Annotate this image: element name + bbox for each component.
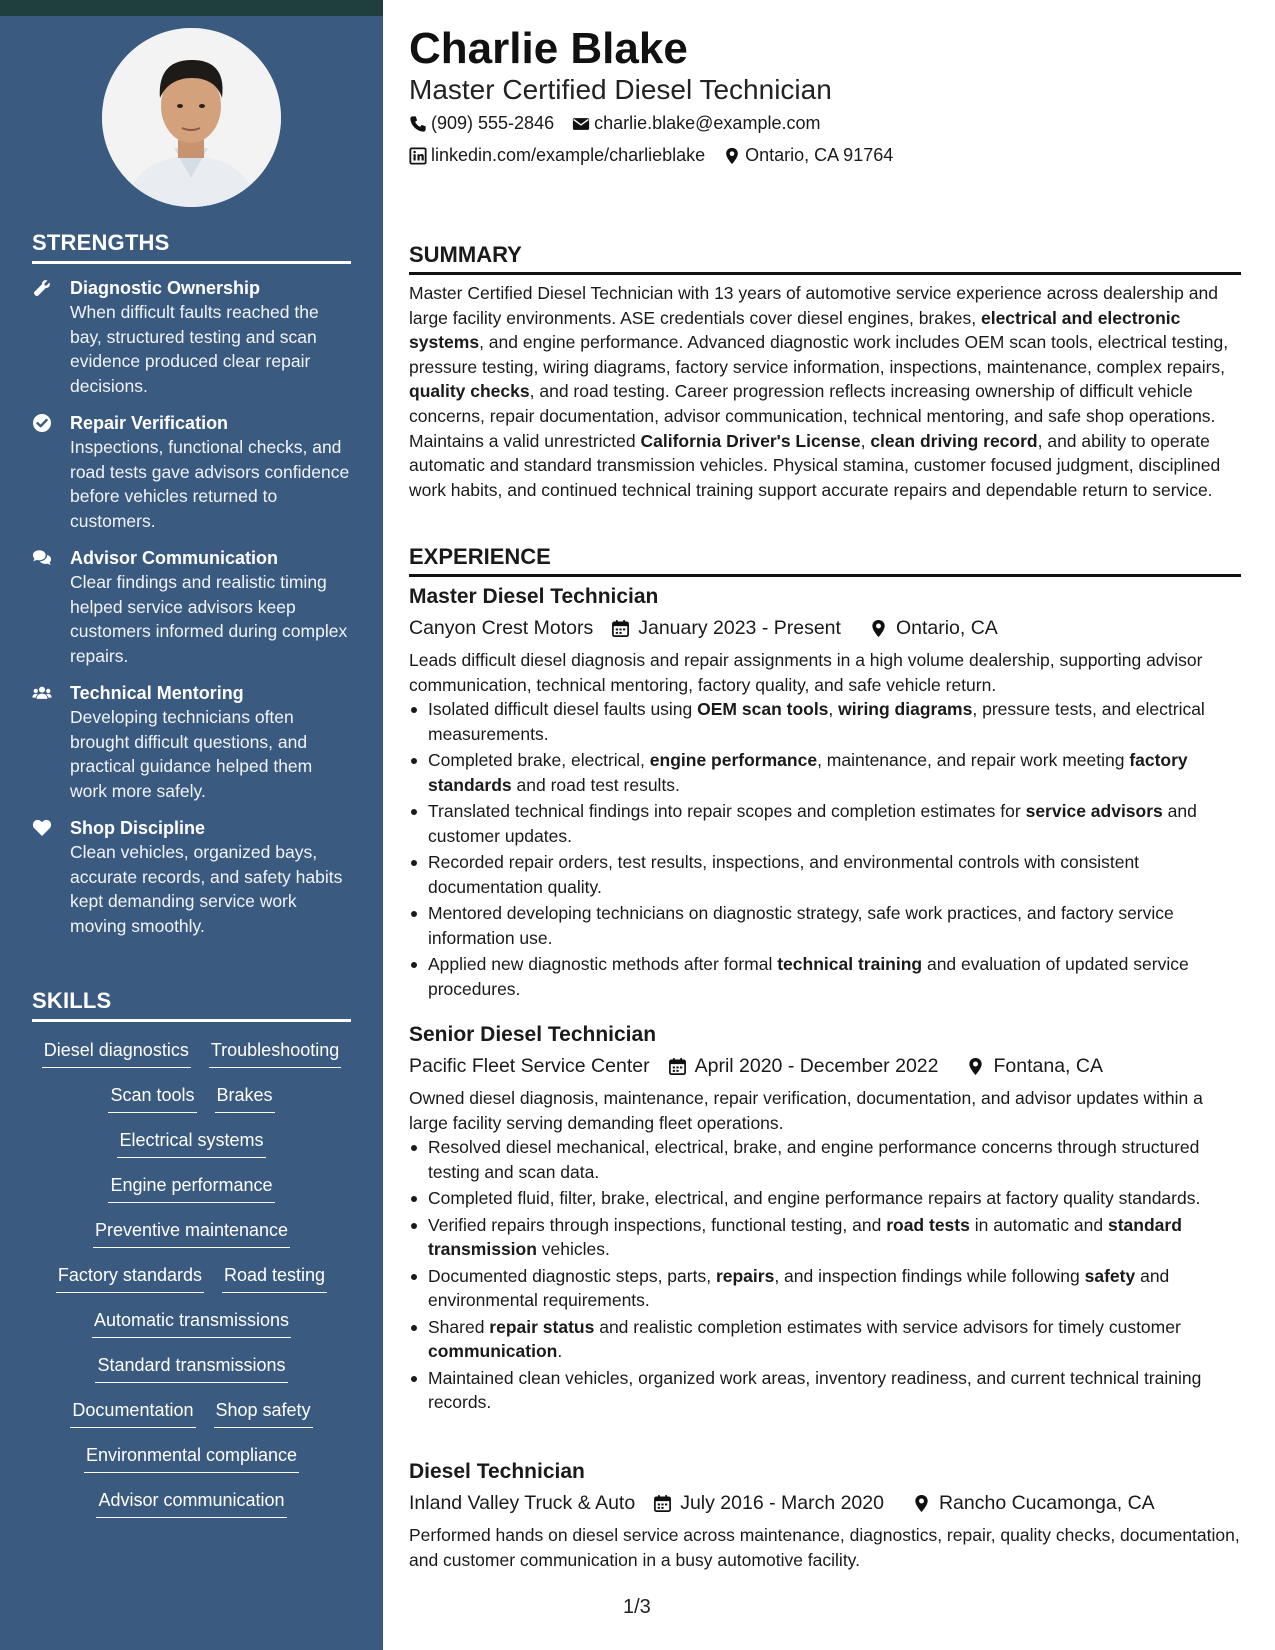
experience-entry xyxy=(409,1458,1241,1572)
text-segment: . xyxy=(557,1341,563,1361)
sidebar xyxy=(0,0,383,1650)
check-circle-icon xyxy=(32,411,70,533)
strength-text: Developing technicians often brought difficult questions, and practical guidance helped them work more safely. xyxy=(70,707,313,801)
phone-contact[interactable] xyxy=(409,113,554,134)
skills-section xyxy=(32,988,351,1533)
map-pin-icon xyxy=(898,1494,939,1513)
contact-row-2 xyxy=(409,145,893,166)
page-number: 1/3 xyxy=(623,1596,651,1618)
skill-tag: Preventive maintenance xyxy=(93,1218,290,1248)
strength-text: Clean vehicles, organized bays, accurate records, and safety habits kept demanding service work moving smoothly. xyxy=(70,842,343,936)
skill-tag: Factory standards xyxy=(56,1263,204,1293)
map-pin-icon xyxy=(855,619,896,638)
text-segment: , and ability to operate automatic and standard transmission vehicles. Physical stamina, customer focused judgment, disciplined work habits, and continued technical training support accurate repairs and dependable return to service. xyxy=(409,430,1221,500)
job-bullet xyxy=(409,901,1241,950)
skill-tag: Shop safety xyxy=(214,1398,313,1428)
job-role: Master Diesel Technician xyxy=(409,585,659,608)
skill-tag: Automatic transmissions xyxy=(92,1308,291,1338)
skill-tag: Advisor communication xyxy=(96,1488,286,1518)
text-segment: Shared xyxy=(428,1316,490,1337)
email-text: charlie.blake@example.com xyxy=(594,113,821,133)
job-bullet xyxy=(409,952,1241,1001)
users-icon xyxy=(32,681,70,803)
text-segment: and evaluation of updated service procedures. xyxy=(428,954,1189,999)
strength-title: Repair Verification xyxy=(70,413,229,433)
job-bullet xyxy=(409,1315,1241,1364)
company-name: Pacific Fleet Service Center xyxy=(409,1055,650,1077)
job-location: Rancho Cucamonga, CA xyxy=(938,1492,1155,1514)
text-segment: Recorded repair orders, test results, inspections, and environmental controls with consistent documentation quality. xyxy=(428,852,1140,897)
skill-row xyxy=(32,1218,351,1263)
job-bullet xyxy=(409,1264,1241,1313)
emphasis-text: wiring diagrams xyxy=(838,699,973,719)
text-segment: Master Certified Diesel Technician with 13 years of automotive service experience across dealership and large facility environments. ASE credentials cover diesel engines, brakes, xyxy=(409,283,1218,328)
text-segment: and road test results. xyxy=(511,774,680,795)
envelope-icon xyxy=(572,115,590,133)
map-pin-icon xyxy=(723,147,741,165)
calendar-icon xyxy=(650,1057,695,1076)
skill-row xyxy=(32,1398,351,1443)
text-segment: Mentored developing technicians on diagnostic strategy, safe work practices, and factory service information use. xyxy=(428,903,1174,948)
text-segment: and environmental requirements. xyxy=(428,1265,1170,1310)
job-bullet xyxy=(409,1135,1241,1184)
text-segment: in automatic and xyxy=(969,1214,1108,1235)
skill-row xyxy=(32,1128,351,1173)
skill-tag: Standard transmissions xyxy=(95,1353,287,1383)
job-bullet xyxy=(409,1366,1241,1415)
text-segment: , xyxy=(860,430,871,451)
job-role: Diesel Technician xyxy=(409,1460,585,1483)
emphasis-text: communication xyxy=(428,1341,558,1361)
job-dates: April 2020 - December 2022 xyxy=(694,1055,939,1077)
company-name: Inland Valley Truck & Auto xyxy=(409,1492,636,1514)
skill-tag: Electrical systems xyxy=(117,1128,265,1158)
strength-title: Advisor Communication xyxy=(70,548,279,568)
strengths-section xyxy=(32,230,351,951)
job-description: Leads difficult diesel diagnosis and repair assignments in a high volume dealership, supporting advisor communication, technical mentoring, factory quality, and safe vehicle return. xyxy=(409,650,1203,695)
skill-tag: Road testing xyxy=(222,1263,327,1293)
emphasis-text: OEM scan tools xyxy=(697,699,829,719)
strength-title: Technical Mentoring xyxy=(70,683,244,703)
summary-heading: SUMMARY xyxy=(409,242,1241,275)
wrench-icon xyxy=(32,276,70,398)
skill-row xyxy=(32,1308,351,1353)
strength-title: Shop Discipline xyxy=(70,818,206,838)
skill-row xyxy=(32,1083,351,1128)
skill-tag: Documentation xyxy=(70,1398,195,1428)
strength-text: When difficult faults reached the bay, structured testing and scan evidence produced clear repair decisions. xyxy=(70,302,319,396)
phone-icon xyxy=(409,115,427,133)
skill-row xyxy=(32,1488,351,1533)
skill-row xyxy=(32,1443,351,1488)
text-segment: and realistic completion estimates with service advisors for timely customer xyxy=(594,1316,1181,1337)
experience-entry xyxy=(409,1021,1241,1417)
emphasis-text: repair status xyxy=(489,1316,595,1337)
text-segment: Resolved diesel mechanical, electrical, brake, and engine performance concerns through structured testing and scan data. xyxy=(428,1137,1200,1182)
summary-text xyxy=(409,281,1241,502)
strengths-heading: STRENGTHS xyxy=(32,230,351,264)
calendar-icon xyxy=(593,619,638,638)
text-segment: Documented diagnostic steps, parts, xyxy=(428,1265,716,1286)
skill-row xyxy=(32,1173,351,1218)
linkedin-contact[interactable] xyxy=(409,145,705,166)
strength-item xyxy=(32,276,351,398)
job-bullet xyxy=(409,697,1241,746)
skill-tag: Scan tools xyxy=(108,1083,196,1113)
text-segment: Completed brake, electrical, xyxy=(428,750,650,770)
emphasis-text: safety xyxy=(1084,1265,1136,1286)
text-segment: and customer updates. xyxy=(428,801,1197,846)
text-segment: Translated technical findings into repair scopes and completion estimates for xyxy=(428,801,1026,821)
location-contact xyxy=(723,145,893,166)
skill-row xyxy=(32,1353,351,1398)
calendar-icon xyxy=(635,1494,680,1513)
job-bullet xyxy=(409,1186,1241,1211)
strength-item xyxy=(32,546,351,668)
emphasis-text: repairs xyxy=(715,1265,775,1286)
chat-bubbles-icon xyxy=(32,546,70,668)
job-bullet xyxy=(409,850,1241,899)
skills-list xyxy=(32,1034,351,1533)
text-segment: Applied new diagnostic methods after formal xyxy=(428,954,778,974)
text-segment: , maintenance, and repair work meeting xyxy=(817,750,1130,770)
emphasis-text: standard transmission xyxy=(428,1214,1182,1259)
emphasis-text: clean driving record xyxy=(870,430,1038,451)
candidate-name: Charlie Blake xyxy=(409,24,688,73)
skill-tag: Diesel diagnostics xyxy=(42,1038,191,1068)
strength-title: Diagnostic Ownership xyxy=(70,278,261,298)
text-segment: Isolated difficult diesel faults using xyxy=(428,699,698,719)
job-bullet-list xyxy=(409,1135,1241,1415)
job-bullet xyxy=(409,799,1241,848)
job-role: Senior Diesel Technician xyxy=(409,1023,657,1046)
linkedin-text: linkedin.com/example/charlieblake xyxy=(431,145,706,165)
sidebar-top-bar xyxy=(0,0,383,16)
strength-text: Inspections, functional checks, and road tests gave advisors confidence before vehicles returned to customers. xyxy=(70,437,350,531)
job-description: Performed hands on diesel service across maintenance, diagnostics, repair, quality checks, documentation, and customer communication in a busy automotive facility. xyxy=(409,1525,1240,1570)
strength-item xyxy=(32,681,351,803)
job-dates: January 2023 - Present xyxy=(638,617,841,639)
emphasis-text: California Driver's License xyxy=(640,430,861,451)
emphasis-text: service advisors xyxy=(1025,801,1163,821)
emphasis-text: quality checks xyxy=(409,381,530,402)
skill-tag: Engine performance xyxy=(108,1173,274,1203)
job-location: Fontana, CA xyxy=(993,1055,1103,1077)
skill-tag: Troubleshooting xyxy=(209,1038,341,1068)
skill-tag: Environmental compliance xyxy=(84,1443,299,1473)
text-segment: , and inspection findings while following xyxy=(774,1265,1085,1286)
map-pin-icon xyxy=(952,1057,993,1076)
text-segment: , xyxy=(828,699,839,719)
company-name: Canyon Crest Motors xyxy=(409,617,594,639)
contact-row xyxy=(409,113,820,134)
skill-row xyxy=(32,1038,351,1083)
skills-heading: SKILLS xyxy=(32,988,351,1022)
job-bullet xyxy=(409,1213,1241,1262)
job-meta xyxy=(409,613,1241,643)
job-bullet xyxy=(409,748,1241,797)
text-segment: , and engine performance. Advanced diagnostic work includes OEM scan tools, electrical testing, pressure testing, wiring diagrams, factory service information, inspections, maintenance, complex repairs, xyxy=(409,332,1229,377)
job-description: Owned diesel diagnosis, maintenance, repair verification, documentation, and advisor updates within a large facility serving demanding fleet operations. xyxy=(409,1088,1203,1133)
strength-text: Clear findings and realistic timing helped service advisors keep customers informed during complex repairs. xyxy=(70,572,348,666)
text-segment: , pressure tests, and electrical measurements. xyxy=(428,699,1205,744)
text-segment: Completed fluid, filter, brake, electrical, and engine performance repairs at factory quality standards. xyxy=(428,1188,1201,1208)
job-bullet-list xyxy=(409,697,1241,1001)
text-segment: vehicles. xyxy=(536,1239,610,1259)
candidate-title: Master Certified Diesel Technician xyxy=(409,74,832,105)
experience-heading: EXPERIENCE xyxy=(409,544,1241,577)
job-location: Ontario, CA xyxy=(895,617,998,639)
skill-tag: Brakes xyxy=(215,1083,275,1113)
strength-item xyxy=(32,816,351,938)
text-segment: , and road testing. Career progression reflects increasing ownership of difficult vehicle concerns, repair documentation, advisor communication, technical mentoring, and safe shop operations. Maintains a valid unrestricted xyxy=(409,381,1216,451)
location-text: Ontario, CA 91764 xyxy=(745,145,894,165)
job-dates: July 2016 - March 2020 xyxy=(680,1492,884,1514)
emphasis-text: road tests xyxy=(886,1214,970,1235)
job-meta xyxy=(409,1488,1241,1518)
emphasis-text: factory standards xyxy=(428,750,1188,795)
emphasis-text: engine performance xyxy=(649,750,818,770)
phone-text: (909) 555-2846 xyxy=(431,113,555,133)
skill-row xyxy=(32,1263,351,1308)
emphasis-text: electrical and electronic systems xyxy=(409,307,1181,353)
strength-item xyxy=(32,411,351,533)
emphasis-text: technical training xyxy=(777,954,923,974)
heart-icon xyxy=(32,816,70,938)
job-meta xyxy=(409,1051,1241,1081)
profile-photo xyxy=(102,28,281,207)
email-contact[interactable] xyxy=(572,113,820,134)
experience-entry xyxy=(409,583,1241,1003)
linkedin-icon xyxy=(409,147,427,165)
text-segment: Maintained clean vehicles, organized work areas, inventory readiness, and current technical training records. xyxy=(428,1367,1202,1412)
text-segment: Verified repairs through inspections, functional testing, and xyxy=(428,1214,887,1235)
